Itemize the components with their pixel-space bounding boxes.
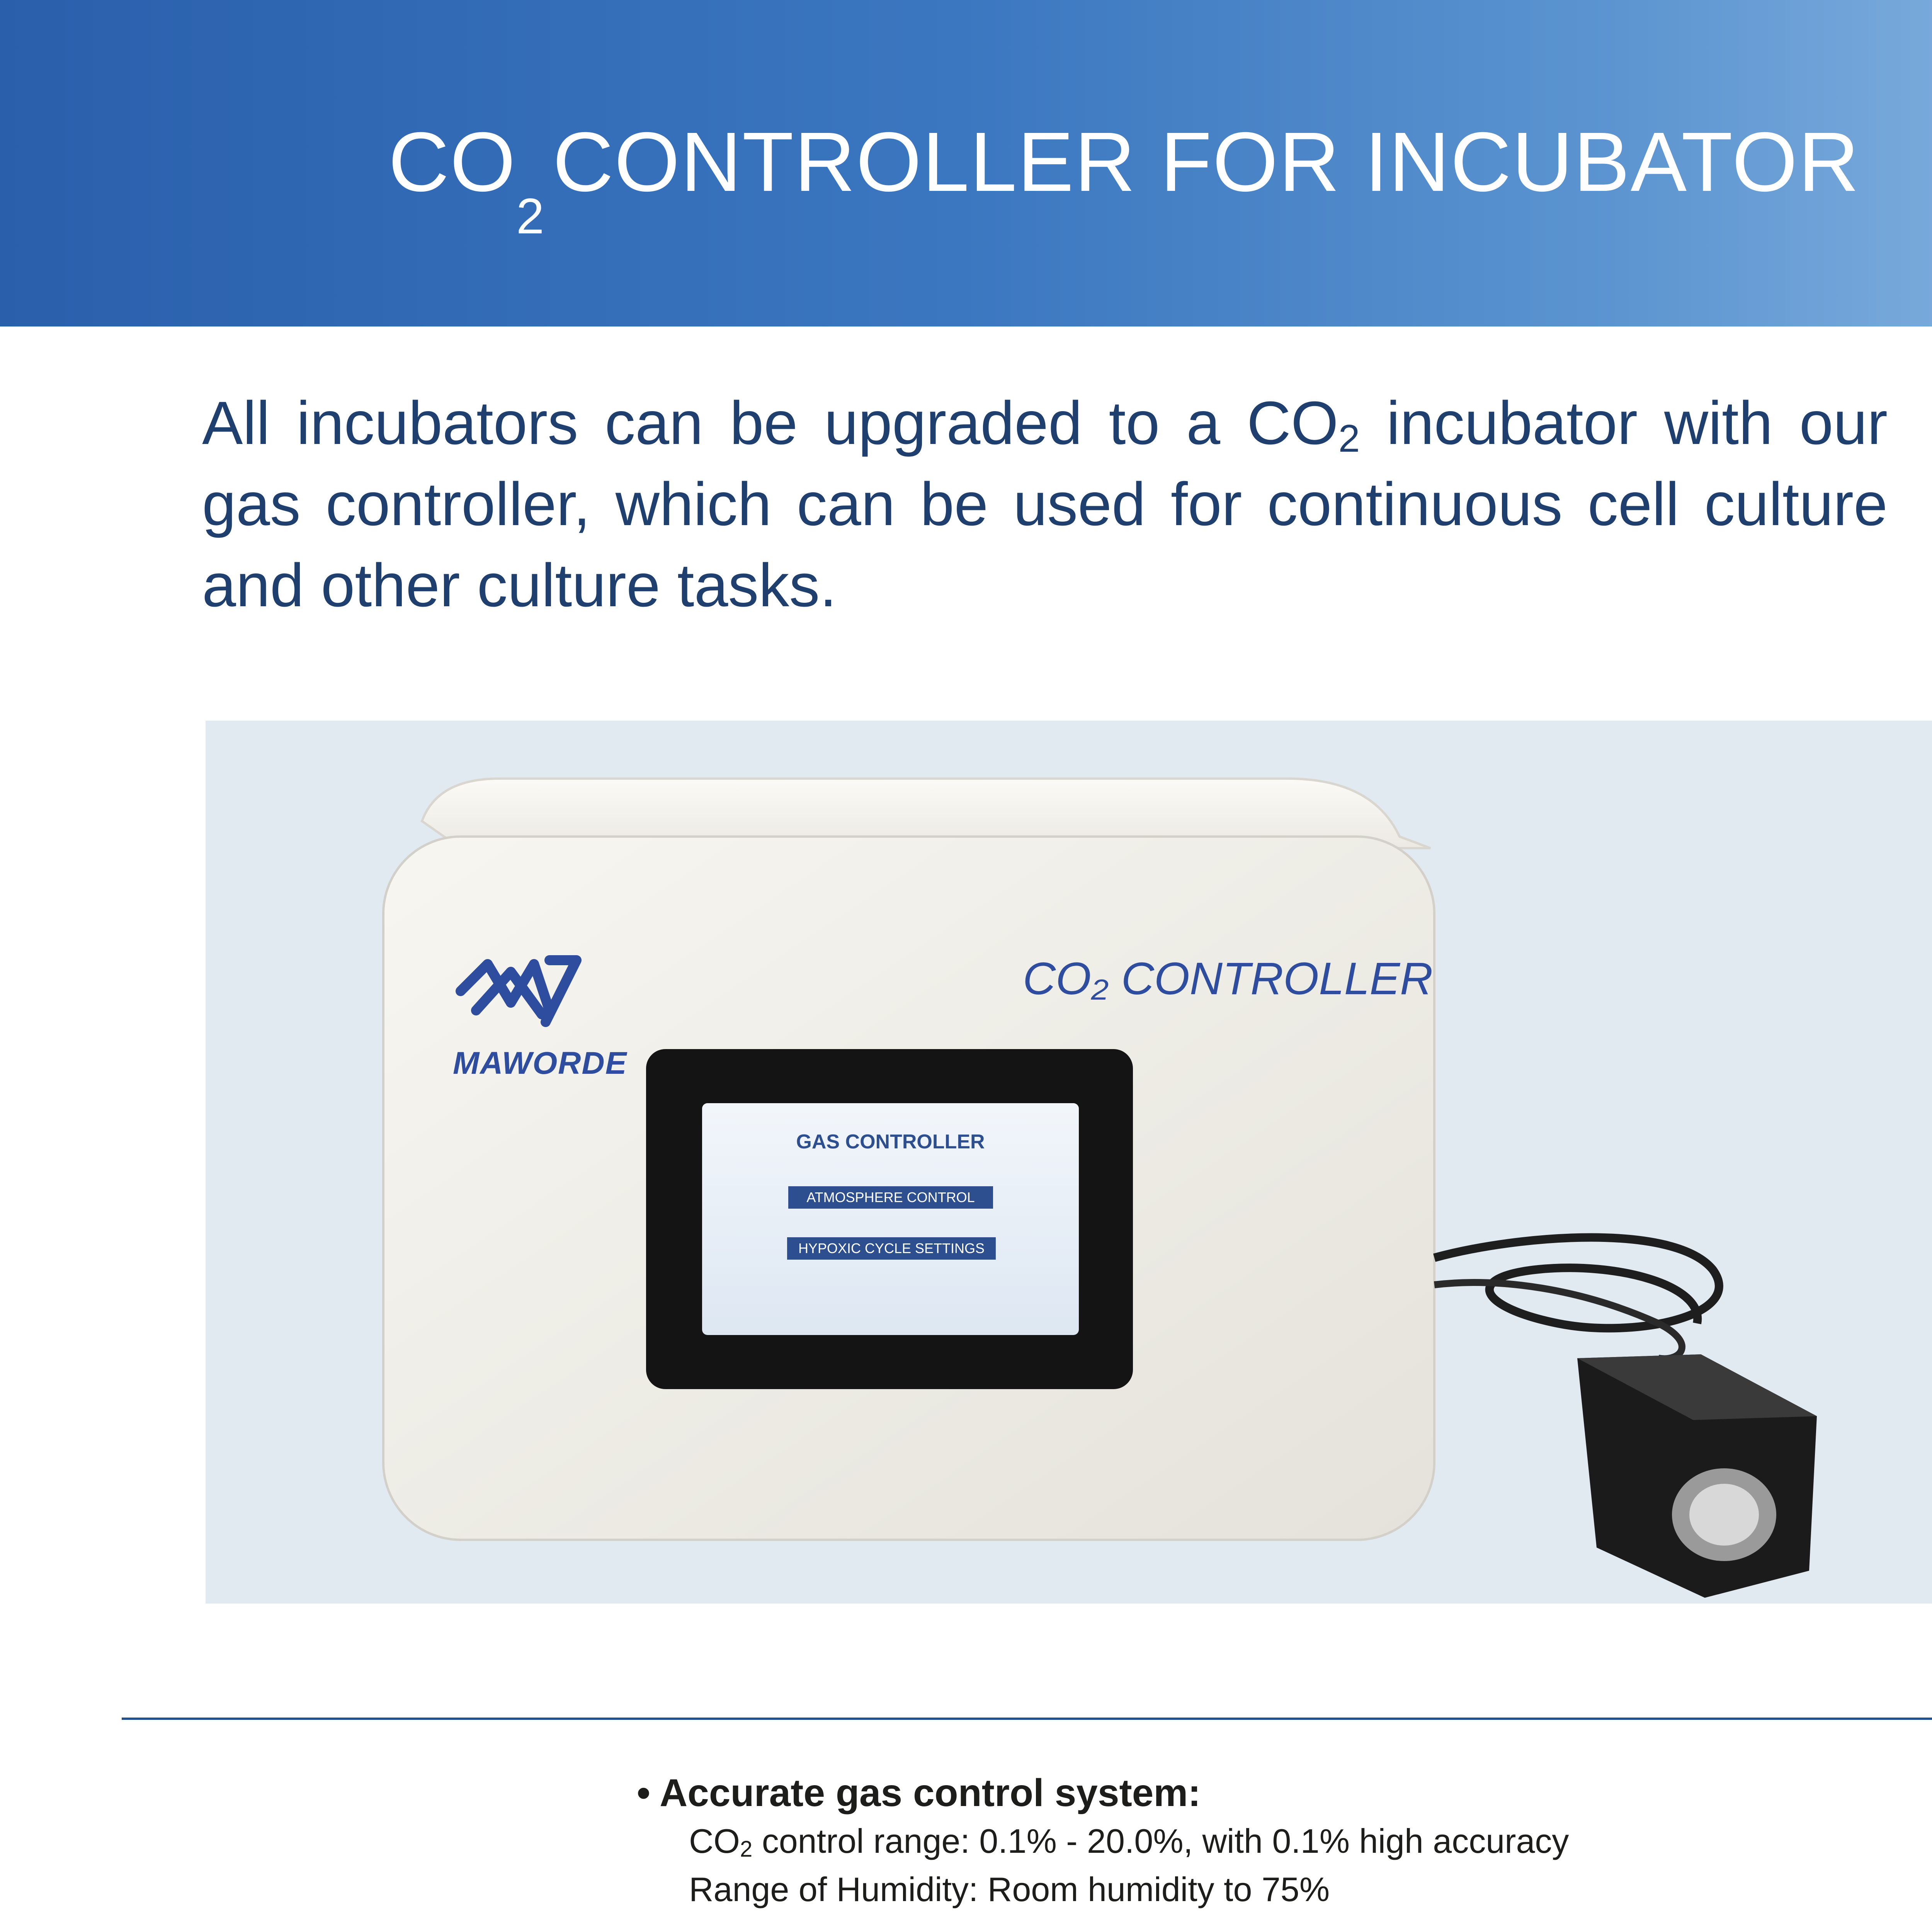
title-subscript: 2 — [516, 188, 545, 244]
function-detail: Range of Humidity: Room humidity to 75% — [689, 1870, 1330, 1908]
product-illustration — [206, 721, 1932, 1604]
detail-rest: control range: 0.1% - 20.0%, with 0.1% high accuracy — [752, 1822, 1569, 1860]
title-co: CO — [388, 115, 516, 209]
intro-part2: incubator with our gas controller, which can be used for continuous cell culture and other culture tasks. — [202, 389, 1888, 619]
screen-button-atmosphere: ATMOSPHERE CONTROL — [806, 1189, 975, 1205]
device-model-label: CO₂ CONTROLLER — [1023, 953, 1433, 1004]
detail-co: CO — [689, 1822, 740, 1860]
intro-subscript: 2 — [1338, 417, 1360, 460]
device-brand-label: MAWORDE — [453, 1046, 628, 1081]
intro-paragraph — [202, 383, 1888, 626]
product-photo — [206, 721, 1932, 1604]
intro-part1: All incubators can be upgraded to a CO — [202, 389, 1338, 457]
header-banner — [0, 0, 1932, 327]
function-detail — [689, 1820, 1569, 1862]
screen-title: GAS CONTROLLER — [796, 1131, 985, 1153]
detail-subscript: 2 — [740, 1837, 753, 1862]
title-rest: CONTROLLER FOR INCUBATOR — [553, 115, 1860, 209]
divider-top — [122, 1718, 1932, 1720]
page-title — [388, 112, 1860, 244]
screen-button-hypoxic: HYPOXIC CYCLE SETTINGS — [798, 1240, 985, 1256]
function-heading-gas-control: • Accurate gas control system: — [637, 1771, 1201, 1815]
